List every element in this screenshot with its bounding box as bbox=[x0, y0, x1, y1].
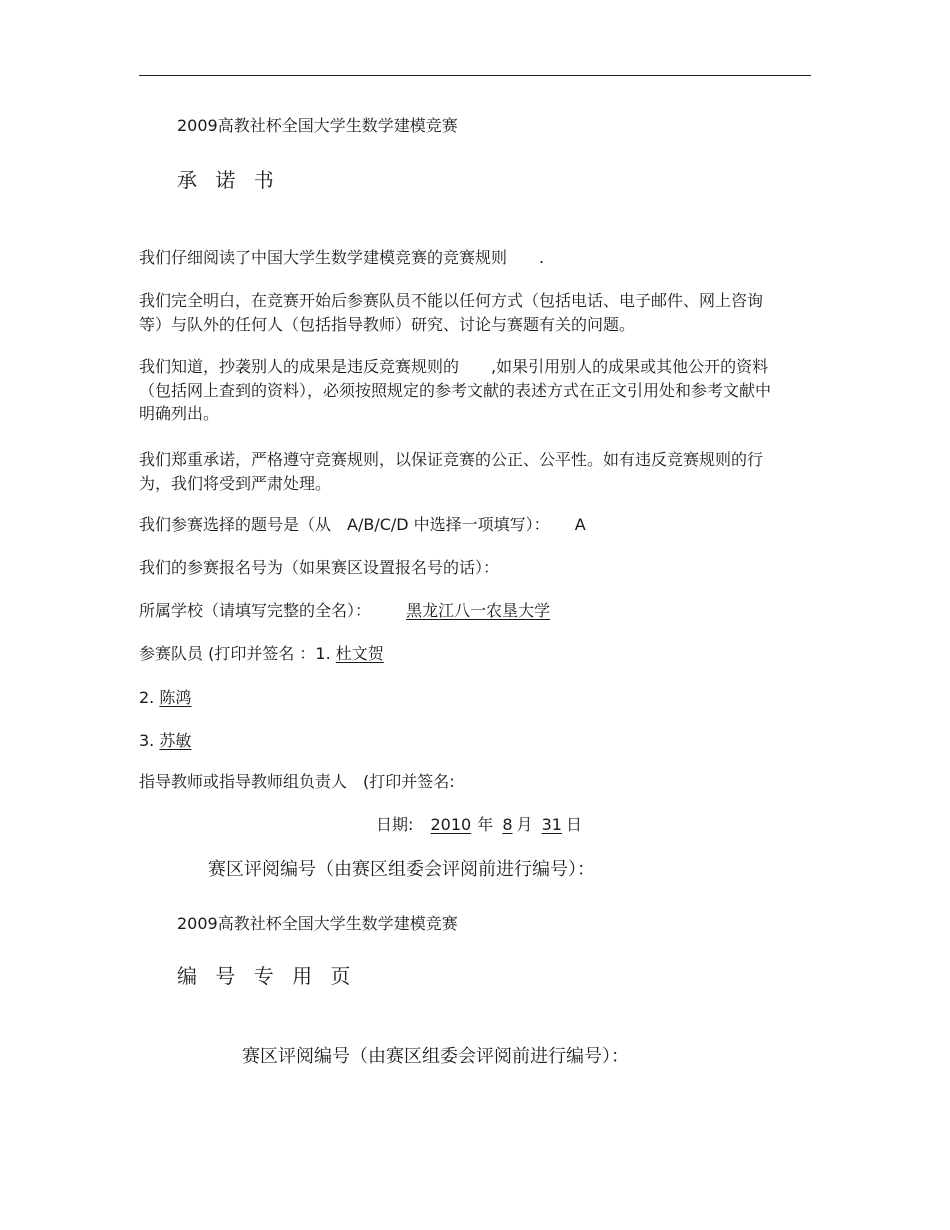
date-line bbox=[376, 817, 582, 833]
numbering-page-heading: 编 号 专 用 页 bbox=[177, 964, 357, 988]
school-value: 黑龙江八一农垦大学 bbox=[406, 601, 551, 620]
pledge-paragraph-1: 我们仔细阅读了中国大学生数学建模竞赛的竞赛规则 . bbox=[139, 248, 545, 267]
date-year: 2010 bbox=[430, 815, 472, 834]
date-day: 31 bbox=[541, 815, 562, 834]
header-rule bbox=[139, 75, 811, 76]
member-3-name: 苏敏 bbox=[159, 731, 192, 750]
pledge-paragraph-4: 我们郑重承诺，严格遵守竞赛规则，以保证竞赛的公正、公平性。如有违反竞赛规则的行为，我们将受到严肃处理。 bbox=[139, 450, 764, 493]
date-label: 日期: bbox=[376, 815, 414, 834]
member-1-name: 杜文贺 bbox=[335, 644, 384, 663]
member-2-prefix: 2. bbox=[139, 688, 155, 707]
date-year-unit: 年 bbox=[477, 815, 494, 834]
problem-choice-label: 我们参赛选择的题号是（从 A/B/C/D 中选择一项填写）： bbox=[139, 515, 550, 534]
pledge-heading: 承 诺 书 bbox=[177, 168, 280, 192]
school-label: 所属学校（请填写完整的全名）： bbox=[139, 601, 372, 620]
members-label: 参赛队员 (打印并签名 ：1. bbox=[139, 644, 331, 663]
date-month: 8 bbox=[502, 815, 513, 834]
pledge-paragraph-3: 我们知道，抄袭别人的成果是违反竞赛规则的 ,如果引用别人的成果或其他公开的资料（包括网上查到的资料），必须按照规定的参考文献的表述方式在正文引用处和参考文献中明确列出。 bbox=[139, 357, 772, 423]
school-line bbox=[139, 603, 560, 619]
member-3-line bbox=[139, 733, 191, 749]
registration-number-label: 我们的参赛报名号为（如果赛区设置报名号的话）： bbox=[139, 558, 500, 577]
date-month-unit: 月 bbox=[516, 815, 533, 834]
review-number-label-2: 赛区评阅编号（由赛区组委会评阅前进行编号）： bbox=[242, 1046, 629, 1067]
pledge-paragraph-2: 我们完全明白，在竞赛开始后参赛队员不能以任何方式（包括电话、电子邮件、网上咨询等）与队外的任何人（包括指导教师）研究、讨论与赛题有关的问题。 bbox=[139, 291, 764, 334]
problem-choice-value: A bbox=[574, 515, 586, 534]
date-day-unit: 日 bbox=[565, 815, 582, 834]
members-line bbox=[139, 646, 384, 662]
member-2-name: 陈鸿 bbox=[159, 688, 192, 707]
competition-title-2: 2009高教社杯全国大学生数学建模竞赛 bbox=[177, 914, 458, 933]
member-3-prefix: 3. bbox=[139, 731, 155, 750]
competition-title: 2009高教社杯全国大学生数学建模竞赛 bbox=[177, 116, 458, 135]
problem-choice-line bbox=[139, 517, 586, 533]
advisor-label: 指导教师或指导教师组负责人 (打印并签名: bbox=[139, 772, 455, 791]
member-2-line bbox=[139, 690, 191, 706]
review-number-label-1: 赛区评阅编号（由赛区组委会评阅前进行编号）： bbox=[208, 859, 595, 880]
